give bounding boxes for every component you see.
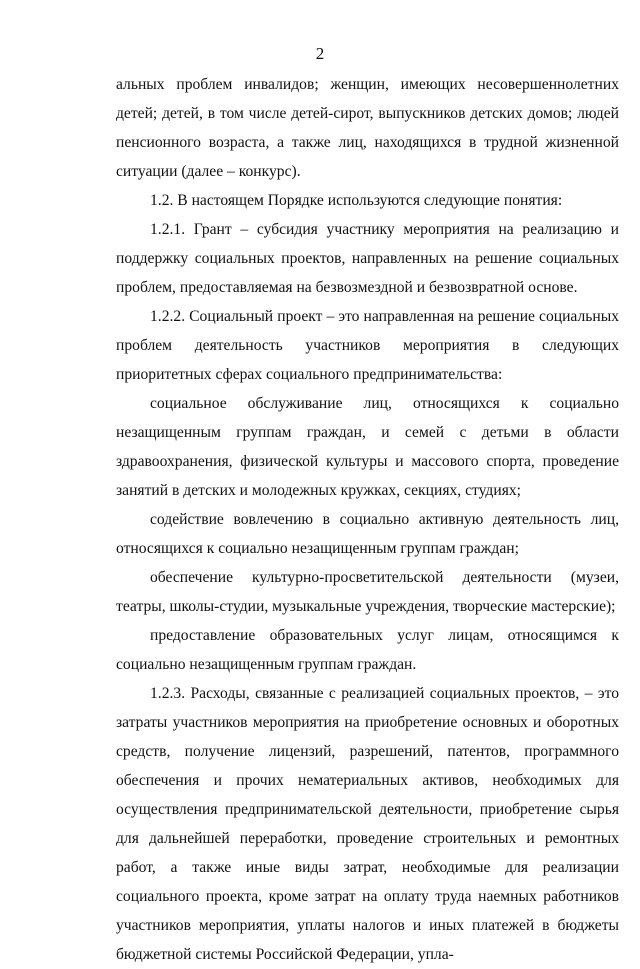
list-item-educational-services: предоставление образовательных услуг лицам, относящимся к социально незащищенным группам граждан.	[116, 627, 619, 673]
paragraph-1-2: 1.2. В настоящем Порядке используются следующие понятия:	[150, 192, 563, 209]
list-item-cultural-activity: обеспечение культурно-просветительской деятельности (музеи, театры, школы-студии, музыкальные учреждения, творческие мастерские);	[116, 569, 619, 615]
list-item-social-services: социальное обслуживание лиц, относящихся к социально незащищенным группам граждан, и семей с детьми в области здравоохранения, физической культуры и массового спорта, проведение занятий в детских и молодежных кружках, секциях, студиях;	[116, 395, 619, 499]
page-number: 2	[315, 44, 325, 63]
document-body	[116, 70, 619, 969]
list-item-social-involvement: содействие вовлечению в социально активную деятельность лиц, относящихся к социально незащищенным группам граждан;	[116, 511, 619, 557]
paragraph-1-2-2: 1.2.2. Социальный проект – это направленная на решение социальных проблем деятельность участников мероприятия в следующих приоритетных сферах социального предпринимательства:	[116, 308, 619, 383]
paragraph-1-2-3: 1.2.3. Расходы, связанные с реализацией социальных проектов, – это затраты участников мероприятия на приобретение основных и оборотных средств, получение лицензий, разрешений, патентов, программного обеспечения и прочих нематериальных активов, необходимых для осуществления предпринимательской деятельности, приобретение сырья для дальнейшей переработки, проведение строительных и ремонтных работ, а также иные виды затрат, необходимые для реализации социального проекта, кроме затрат на оплату труда наемных работников участников мероприятия, уплаты налогов и иных платежей в бюджеты бюджетной системы Российской Федерации, упла-	[116, 685, 619, 963]
paragraph-1-2-1: 1.2.1. Грант – субсидия участнику мероприятия на реализацию и поддержку социальных проектов, направленных на решение социальных проблем, предоставляемая на безвозмездной и безвозвратной основе.	[116, 221, 619, 296]
paragraph-continuation: альных проблем инвалидов; женщин, имеющих несовершеннолетних детей; детей, в том числе детей-сирот, выпускников детских домов; людей пенсионного возраста, а также лиц, находящихся в трудной жизненной ситуации (далее – конкурс).	[116, 76, 619, 180]
